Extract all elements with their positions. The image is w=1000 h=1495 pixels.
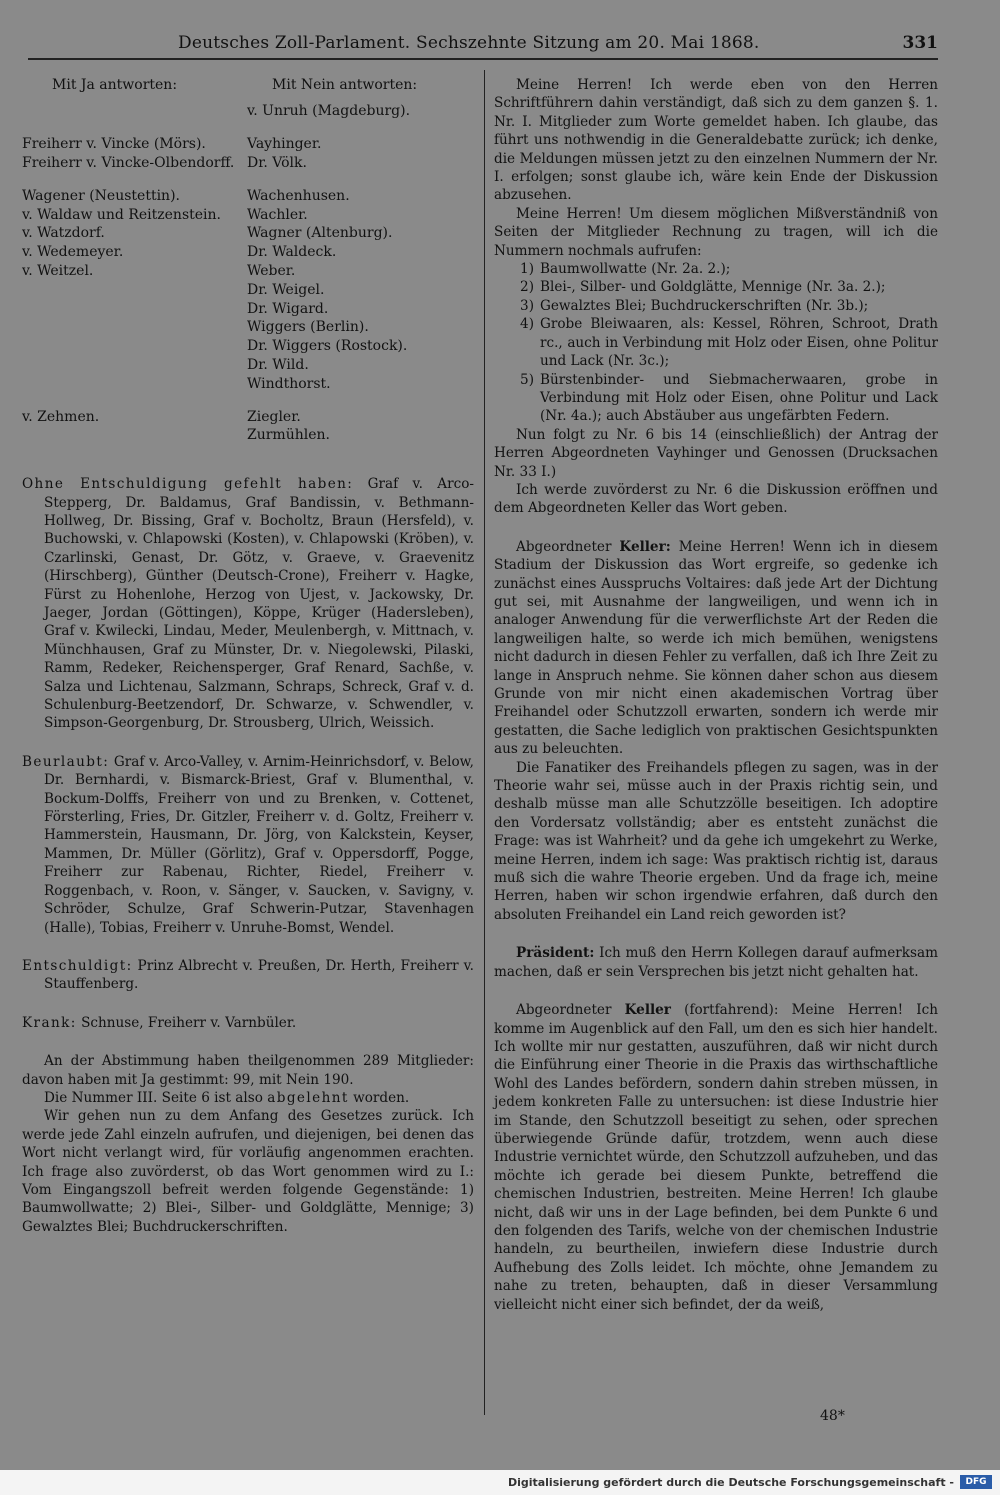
vote-table-header — [22, 76, 474, 94]
yes-voter — [22, 102, 247, 121]
vote-row — [22, 300, 474, 319]
speech-paragraph-4: Ich werde zuvörderst zu Nr. 6 die Diskussion eröffnen und dem Abgeordneten Keller das Wort geben. — [494, 481, 938, 517]
list-item-text: Bürstenbinder- und Siebmacherwaaren, grobe in Verbindung mit Holz oder Eisen, ohne Politur und Lack (Nr. 4a.); auch Abstäuber aus ungefärbten Federn. — [540, 371, 938, 425]
list-item — [494, 371, 938, 426]
footer-bar — [0, 1470, 1000, 1495]
yes-voter: v. Zehmen. — [22, 408, 100, 425]
page-header — [28, 30, 938, 60]
no-voter: Wagner (Altenburg). — [247, 225, 393, 242]
absent-text: Graf v. Arco-Stepperg, Dr. Baldamus, Graf Bandissin, v. Bethmann-Hollweg, Dr. Bissing, Graf v. Bocholtz, Braun (Hersfeld), v. Buchowski, v. Chlapowski (Kosten), v. Chlapowski (Kröben), v. Czarlinski, Genast, Dr. Götz, v. Graeve, v. Graevenitz (Hirschberg), Günther (Deutsch-Crone), Freiherr v. Hagke, Fürst zu Hohenlohe, Herzog von Ujest, v. Jackowsky, Dr. Jaeger, Jordan (Göttingen), Köppe, Krüger (Hadersleben), Graf v. Kwilecki, Lindau, Meder, Meulenbergh, v. Mittnach, v. Münchhausen, Graf zu Münster, Dr. v. Niegolewski, Pilaski, Ramm, Redeker, Reichensperger, Graf Renard, Sachße, v. Salza und Lichtenau, Salzmann, Schraps, Schreck, Graf v. d. Schulenburg-Beetzendorf, Dr. Schwarze, v. Schwendler, v. Simpson-Georgenburg, Dr. Strousberg, Ulrich, Weissich. — [44, 476, 474, 732]
excused-label: Entschuldigt: — [22, 957, 133, 974]
no-voter: Vayhinger. — [247, 136, 322, 153]
yes-voter — [22, 426, 247, 445]
result-section — [22, 1052, 474, 1236]
list-item-text: Gewalztes Blei; Buchdruckerschriften (Nr. 3b.); — [540, 297, 869, 314]
dfg-logo: DFG — [960, 1475, 992, 1489]
excused-text: Prinz Albrecht v. Preußen, Dr. Herth, Freiherr v. Stauffenberg. — [44, 957, 474, 993]
leave-label: Beurlaubt: — [22, 753, 110, 770]
list-item — [494, 315, 938, 370]
keller-paragraph-2: Die Fanatiker des Freihandels pflegen zu sagen, was in der Theorie wahr sei, müsse auch in der Praxis richtig sein, und deshalb müsse man alle Schutzzölle beseitigen. Ich adoptire den Vordersatz vollständig; aber es entsteht zunächst die Frage: was ist Wahrheit? und da gehe ich umgekehrt zu Werke, meine Herren, indem ich sage: Was praktisch richtig ist, daraus muß sich die wahre Theorie ergeben. Und da frage ich, meine Herren, haben wir schon irgendwie erfahren, daß durch den absoluten Freihandel ein Land reich geworden ist? — [494, 759, 938, 923]
no-voter: Dr. Wigard. — [247, 300, 329, 317]
vote-row — [22, 102, 474, 121]
vote-row — [22, 243, 474, 262]
running-title: Deutsches Zoll-Parlament. Sechszehnte Sitzung am 20. Mai 1868. — [178, 33, 760, 53]
sick-text: Schnuse, Freiherr v. Varnbüler. — [81, 1014, 297, 1031]
list-item — [494, 278, 938, 296]
item-list — [494, 260, 938, 426]
yes-voter — [22, 356, 247, 375]
yes-voter: v. Weitzel. — [22, 262, 94, 279]
no-voter: Dr. Völk. — [247, 155, 307, 171]
vote-row — [22, 224, 474, 243]
yes-voter — [22, 300, 247, 319]
absent-section — [22, 475, 474, 733]
speech-paragraph-3: Nun folgt zu Nr. 6 bis 14 (einschließlich) der Antrag der Herren Abgeordneten Vayhinger und Genossen (Drucksachen Nr. 33 I.) — [494, 426, 938, 480]
president-text: Ich muß den Herrn Kollegen darauf aufmerksam machen, daß er sein Versprechen bis jetzt nicht gehalten hat. — [494, 945, 938, 980]
president-name: Präsident: — [516, 945, 595, 962]
keller-name-2: Keller — [624, 1002, 671, 1019]
vote-row — [22, 375, 474, 394]
speech-paragraph-1: Meine Herren! Ich werde eben von den Herren Schriftführern dahin verständigt, daß sich zu dem ganzen §. 1. Nr. I. Mitglieder zum Worte gemeldet haben. Ich glaube, das führt uns nothwendig in die Generaldebatte zurück; ich denke, die Meldungen müssen jetzt zu den einzelnen Nummern der Nr. I. erfolgen; sonst glaube ich, wäre kein Ende der Diskussion abzusehen. — [494, 77, 938, 204]
leave-section — [22, 753, 474, 937]
vote-table — [22, 102, 474, 445]
column-divider — [484, 70, 485, 1415]
result-paragraph: An der Abstimmung haben theilgenommen 289 Mitglieder: davon haben mit Ja gestimmt: 99, mit Nein 190. — [22, 1053, 474, 1088]
list-item-text: Blei-, Silber- und Goldglätte, Mennige (Nr. 3a. 2.); — [540, 279, 886, 296]
yes-voter — [22, 375, 247, 394]
no-voter: Dr. Wild. — [247, 356, 309, 373]
footer-text: Digitalisierung gefördert durch die Deutsche Forschungsgemeinschaft - — [507, 1476, 954, 1489]
yes-voter — [22, 318, 247, 337]
no-voter: Dr. Wiggers (Rostock). — [247, 338, 408, 355]
vote-group-gap — [22, 173, 474, 187]
rejected-word: abgelehnt — [267, 1089, 349, 1106]
no-voter: Wachenhusen. — [247, 187, 350, 204]
excused-section — [22, 957, 474, 994]
vote-group-gap — [22, 121, 474, 135]
no-voter: Wiggers (Berlin). — [247, 319, 369, 336]
rejected-paragraph — [22, 1089, 474, 1107]
yes-voter: Freiherr v. Vincke (Mörs). — [22, 136, 206, 153]
no-voter: Dr. Waldeck. — [247, 244, 337, 261]
yes-voter: v. Waldaw und Reitzenstein. — [22, 206, 221, 223]
president-speech — [494, 944, 938, 981]
keller-text-1: Meine Herren! Wenn ich in diesem Stadium der Diskussion das Wort ergreife, so gedenke ich zunächst eines Ausspruchs Voltaires: daß jede Art der Dichtung gut sei, mit Ausnahme der langweiligen, und wenn ich in analoger Anwendung für die verwerflichste Art der Reden die langweiligen halte, so werde ich mich bemühen, wenigstens nicht dadurch in diesen Fehler zu verfallen, daß ich Ihre Zeit zu lange in Anspruch nehme. Sie können daher schon aus diesem Grunde von mir nicht einen akademischen Vortrag über Freihandel oder Schutzzoll erwarten, sondern ich werde mir gestatten, die Sache lediglich von praktischen Gesichtspunkten aus zu beleuchten. — [494, 538, 938, 758]
keller-prefix-2: Abgeordneter — [516, 1002, 612, 1019]
yes-voter: v. Watzdorf. — [22, 225, 105, 242]
no-voter: Weber. — [247, 262, 296, 279]
keller-speech-2 — [494, 1001, 938, 1314]
vote-row — [22, 154, 474, 173]
right-column — [494, 76, 938, 1314]
absent-label: Ohne Entschuldigung gefehlt haben: — [22, 476, 354, 493]
list-item-number: 3) — [520, 297, 534, 314]
list-item-number: 1) — [520, 261, 534, 278]
no-voter: Ziegler. — [247, 408, 301, 425]
no-voter: Wachler. — [247, 206, 308, 223]
yes-heading: Mit Ja antworten: — [52, 77, 178, 93]
yes-voter: Freiherr v. Vincke-Olbendorff. — [22, 155, 235, 171]
yes-voter — [22, 337, 247, 356]
keller-text-2: (fortfahrend): Meine Herren! Ich komme im Augenblick auf den Fall, um den es sich hier handelt. Ich wollte mir nur gestatten, auszuführen, daß wir nicht durch die Einführung einer Theorie in die Praxis das wirthschaftliche Wohl des Landes befördern, sondern dahin streben müssen, in jedem konkreten Falle zu untersuchen: ist diese Industrie hier im Stande, den Schutzzoll beseitigt zu sehen, oder sprechen überwiegende Gründe dafür, trotzdem, wenn auch diese Industrie vernichtet würde, den Schutzzoll aufzuheben, und das möchte ich gerade bei diesem Punkte, betreffend die chemischen Industrien, bestreiten. Meine Herren! Ich glaube nicht, daß wir uns in der Lage befinden, bei dem Punkte 6 und den folgenden des Tarifs, welche von der chemischen Industrie handeln, zu beurtheilen, inwiefern diese Industrie durch Aufhebung des Zolls leidet. Ich möchte, ohne Jemandem zu nahe zu treten, behaupten, daß in dieser Versammlung vielleicht nicht einer sich befindet, der da weiß, — [494, 1002, 938, 1313]
vote-group-gap — [22, 394, 474, 408]
vote-row — [22, 356, 474, 375]
vote-row — [22, 206, 474, 225]
no-heading: Mit Nein antworten: — [272, 77, 418, 93]
list-item — [494, 260, 938, 278]
vote-row — [22, 281, 474, 300]
no-voter: Dr. Weigel. — [247, 281, 325, 298]
rejected-text-a: Die Nummer III. Seite 6 ist also — [44, 1089, 263, 1106]
vote-row — [22, 337, 474, 356]
no-voter: Zurmühlen. — [247, 427, 330, 444]
speech-paragraph-2: Meine Herren! Um diesem möglichen Mißverständniß von Seiten der Mitglieder Rechnung zu tragen, will ich die Nummern nochmals aufrufen: — [494, 205, 938, 259]
proceed-paragraph: Wir gehen nun zu dem Anfang des Gesetzes zurück. Ich werde jede Zahl einzeln aufrufen, und diejenigen, bei denen das Wort nicht verlangt wird, für vorläufig angenommen erachten. Ich frage also zuvörderst, ob das Wort genommen wird zu I.: Vom Eingangszoll befreit werden folgende Gegenstände: 1) Baumwollwatte; 2) Blei-, Silber- und Goldglätte, Mennige; 3) Gewalztes Blei; Buchdruckerschriften. — [22, 1108, 474, 1235]
list-item-text: Baumwollwatte (Nr. 2a. 2.); — [540, 261, 731, 278]
list-item-number: 5) — [520, 371, 534, 388]
signature-mark: 48* — [820, 1408, 845, 1424]
vote-row — [22, 408, 474, 427]
page-number: 331 — [902, 33, 938, 53]
vote-row — [22, 262, 474, 281]
list-item-number: 4) — [520, 316, 534, 333]
yes-voter — [22, 281, 247, 300]
left-column — [22, 76, 474, 1236]
yes-voter: Wagener (Neustettin). — [22, 187, 180, 204]
list-item-text: Grobe Bleiwaaren, als: Kessel, Röhren, Schroot, Drath rc., auch in Verbindung mit Holz oder Eisen, ohne Politur und Lack (Nr. 3c.); — [540, 316, 938, 370]
leave-text: Graf v. Arco-Valley, v. Arnim-Heinrichsdorf, v. Below, Dr. Bernhardi, v. Bismarck-Briest, Graf v. Blumenthal, v. Bockum-Dolffs, Freiherr von und zu Brenken, v. Cottenet, Försterling, Fries, Dr. Gitzler, Freiherr v. d. Goltz, Freiherr v. Hammerstein, Hausmann, Dr. Jörg, von Kalckstein, Keyser, Mammen, Dr. Müller (Görlitz), Graf v. Oppersdorff, Pogge, Freiherr zur Rabenau, Richter, Riedel, Freiherr v. Roggenbach, v. Roon, v. Sänger, v. Saucken, v. Savigny, v. Schröder, Schulze, Graf Schwerin-Putzar, Stavenhagen (Halle), Tobias, Freiherr v. Unruhe-Bomst, Wendel. — [44, 753, 474, 936]
sick-section — [22, 1014, 474, 1032]
keller-prefix-1: Abgeordneter — [516, 538, 612, 555]
list-item-number: 2) — [520, 279, 534, 296]
keller-speech-1 — [494, 538, 938, 925]
vote-row — [22, 318, 474, 337]
list-item — [494, 297, 938, 315]
vote-row — [22, 187, 474, 206]
no-voter: Windthorst. — [247, 375, 331, 392]
yes-voter: v. Wedemeyer. — [22, 244, 124, 261]
vote-row — [22, 426, 474, 445]
vote-row — [22, 135, 474, 154]
sick-label: Krank: — [22, 1014, 77, 1031]
keller-name-1: Keller: — [619, 538, 671, 555]
no-voter: v. Unruh (Magdeburg). — [247, 103, 411, 120]
rejected-text-c: worden. — [353, 1089, 410, 1106]
